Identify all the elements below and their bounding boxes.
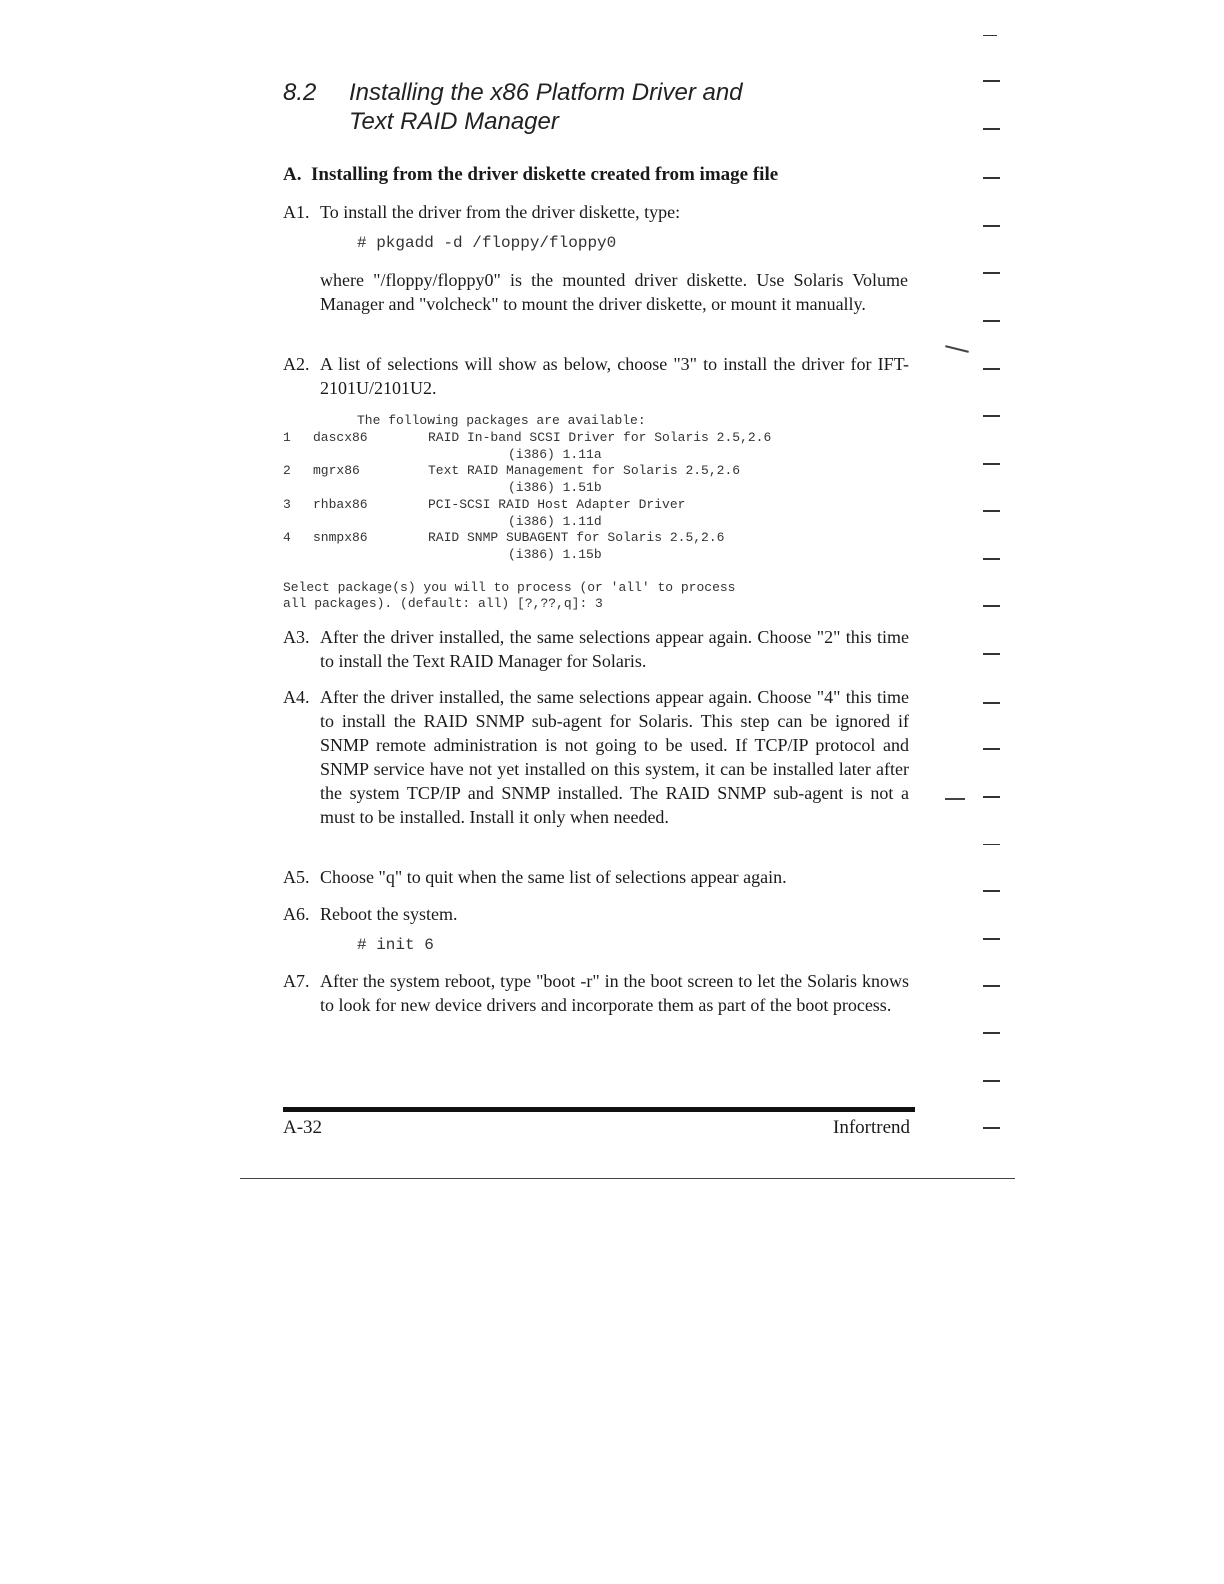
scan-margin-mark [983,938,1000,940]
step-text: After the system reboot, type "boot -r" in the boot screen to let the Solaris knows to look for new device drivers and incorporate them as part of the boot process. [320,971,909,1015]
step-text: Choose "q" to quit when the same list of selections appear again. [320,867,787,887]
package-version: (i386) 1.15b [508,546,602,562]
step-a2 [283,352,909,400]
scan-margin-mark [983,177,1000,179]
step-a4 [283,685,909,829]
footer-brand: Infortrend [833,1117,911,1138]
step-label: A1. [283,202,310,222]
package-number: 2 [283,463,291,478]
subsection-letter: A. [283,164,302,185]
scan-margin-mark [983,80,1000,82]
package-name: mgrx86 [313,463,360,478]
scan-margin-mark [945,345,969,353]
package-number: 4 [283,530,291,545]
step-a1 [283,200,909,224]
package-number: 1 [283,430,291,445]
scan-edge-line [240,1178,1015,1179]
step-label: A5. [283,867,310,887]
package-description: PCI-SCSI RAID Host Adapter Driver [428,497,686,512]
subsection-title: Installing from the driver diskette created from image file [310,164,779,185]
page-number: A-32 [283,1117,323,1138]
scan-margin-mark [983,1127,1000,1129]
section-number: 8.2 [283,79,317,106]
step-label: A2. [283,354,310,374]
scan-margin-mark [983,510,1000,512]
scan-margin-mark [983,272,1000,274]
package-name: snmpx86 [313,530,368,545]
footer-rule [283,1107,915,1112]
section-title-line1: Installing the x86 Platform Driver and [349,79,743,106]
scan-margin-mark [983,1032,1000,1034]
scan-margin-mark [983,653,1000,655]
scan-margin-mark [983,844,1000,845]
scan-margin-mark [983,1080,1000,1082]
select-prompt-line2: all packages). (default: all) [?,??,q]: 3 [283,596,603,611]
step-label: A6. [283,904,310,924]
scan-margin-mark [983,320,1000,322]
package-row [283,530,903,564]
scan-margin-mark [983,985,1000,987]
subsection-heading [283,164,778,186]
step-text: To install the driver from the driver diskette, type: [320,202,681,222]
step-a3 [283,625,909,673]
step-a1-note: where "/floppy/floppy0" is the mounted driver diskette. Use Solaris Volume Manager and "volcheck" to mount the driver diskette, or mount it manually. [320,270,908,314]
step-a5 [283,865,909,889]
scan-margin-mark [983,368,1000,370]
step-label: A3. [283,627,310,647]
scan-margin-mark [983,890,1000,892]
step-label: A7. [283,971,310,991]
step-label: A4. [283,687,310,707]
scan-margin-mark [983,225,1000,227]
pkgadd-command: # pkgadd -d /floppy/floppy0 [357,234,617,252]
package-description: RAID In-band SCSI Driver for Solaris 2.5,2.6 [428,430,772,445]
package-list-title: The following packages are available: [357,413,646,428]
step-text: After the driver installed, the same selections appear again. Choose "4" this time to install the RAID SNMP sub-agent for Solaris. This step can be ignored if SNMP remote administration is not going to be used. If TCP/IP protocol and SNMP service have not yet installed on this system, it can be installed later after the system TCP/IP and SNMP installed. The RAID SNMP sub-agent is not a must to be installed. Install it only when needed. [320,687,909,827]
step-text: After the driver installed, the same selections appear again. Choose "2" this time to install the Text RAID Manager for Solaris. [320,627,909,671]
scan-margin-mark [983,796,1000,798]
scan-margin-mark [945,798,965,800]
package-name: rhbax86 [313,497,368,512]
scan-margin-mark [983,35,997,36]
package-description: Text RAID Management for Solaris 2.5,2.6 [428,463,741,478]
step-text: A list of selections will show as below, choose "3" to install the driver for IFT-2101U/2101U2. [320,354,909,398]
package-row [283,497,903,531]
package-version: (i386) 1.11d [508,513,602,529]
package-name: dascx86 [313,430,368,445]
scan-margin-mark [983,558,1000,560]
package-version: (i386) 1.51b [508,479,602,495]
scan-margin-mark [983,128,1000,130]
scan-margin-mark [983,702,1000,704]
scan-margin-mark [983,463,1000,465]
section-title-line2: Text RAID Manager [349,108,559,135]
select-prompt-line1: Select package(s) you will to process (or 'all' to process [283,580,736,595]
scan-margin-mark [983,605,1000,607]
scan-margin-mark [983,415,1000,417]
package-description: RAID SNMP SUBAGENT for Solaris 2.5,2.6 [428,530,725,545]
scan-margin-mark [983,748,1000,750]
init-command: # init 6 [357,936,434,954]
package-row [283,463,903,497]
package-row [283,430,903,464]
package-version: (i386) 1.11a [508,446,602,462]
package-number: 3 [283,497,291,512]
step-a7 [283,969,909,1017]
step-a6 [283,902,909,926]
step-text: Reboot the system. [320,904,458,924]
